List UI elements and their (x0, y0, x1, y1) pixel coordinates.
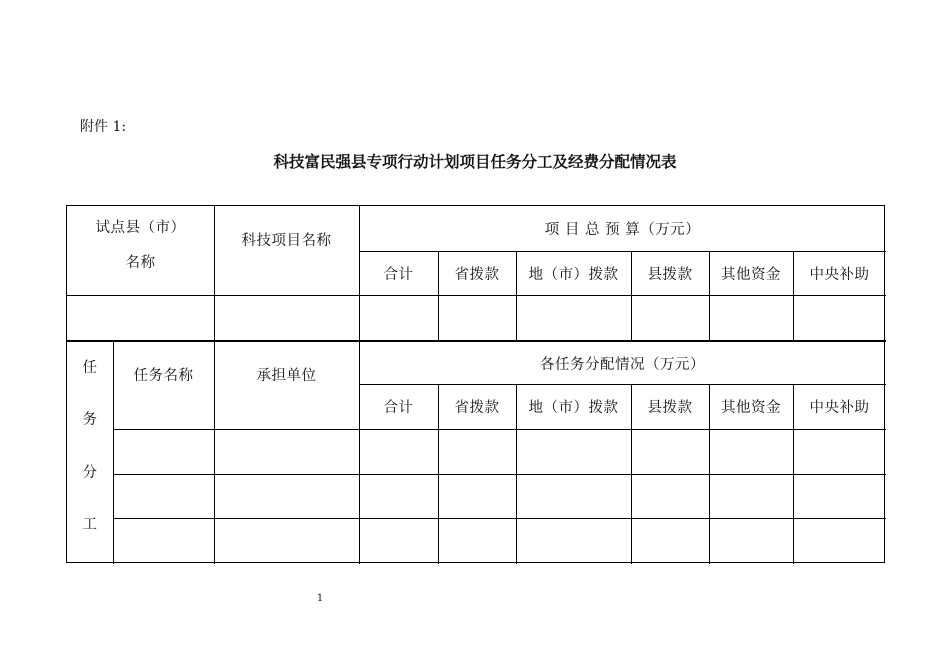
document-title: 科技富民强县专项行动计划项目任务分工及经费分配情况表 (273, 153, 677, 171)
budget-col-province: 省拨款 (454, 266, 500, 283)
side-label-char: 务 (82, 412, 98, 429)
county-header-line1: 试点县（市） (95, 220, 186, 236)
budget-col-county: 县拨款 (647, 266, 693, 283)
allocation-header: 各任务分配情况（万元） (540, 356, 705, 373)
side-label-char: 任 (82, 360, 98, 376)
row-line (67, 295, 886, 296)
alloc-col-total: 合计 (383, 400, 414, 416)
alloc-col-city: 地（市）拨款 (528, 400, 619, 416)
alloc-col-province: 省拨款 (454, 400, 500, 416)
alloc-col-other: 其他资金 (721, 400, 781, 416)
page-number: 1 (316, 593, 324, 604)
county-header-line2: 名称 (125, 255, 156, 271)
task-division-side-label (67, 342, 113, 564)
task-name-header: 任务名称 (133, 367, 194, 384)
row-line (113, 474, 886, 475)
alloc-col-central: 中央补助 (809, 400, 870, 416)
unit-header: 承担单位 (256, 367, 317, 384)
row-line (113, 518, 886, 519)
side-label-char: 分 (82, 464, 98, 481)
side-label-char: 工 (82, 516, 98, 533)
budget-col-other: 其他资金 (721, 266, 781, 283)
alloc-col-county: 县拨款 (647, 400, 693, 416)
row-line (113, 429, 886, 430)
county-header (67, 206, 214, 295)
budget-col-total: 合计 (383, 266, 414, 283)
budget-col-city: 地（市）拨款 (528, 266, 619, 283)
budget-col-central: 中央补助 (809, 266, 870, 283)
attachment-label: 附件 1: (80, 119, 127, 135)
budget-header: 项 目 总 预 算（万元） (544, 222, 701, 238)
allocation-table (66, 205, 885, 563)
project-name-header: 科技项目名称 (241, 233, 332, 249)
